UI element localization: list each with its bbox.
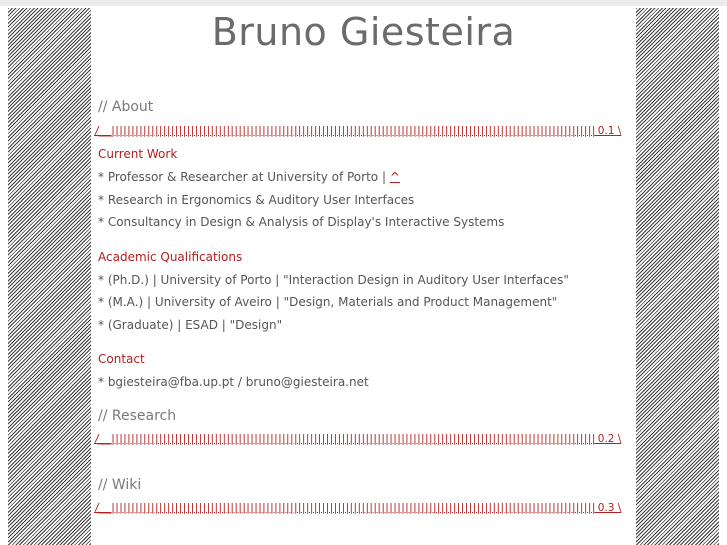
current-work-heading: Current Work <box>98 147 178 161</box>
site-title: Bruno Giesteira <box>211 10 516 54</box>
academic-item-2: * (M.A.) | University of Aveiro | "Design, Materials and Product Management" <box>98 295 558 309</box>
left-striped-border <box>8 8 91 545</box>
back-to-top-link[interactable]: ^ <box>389 170 400 184</box>
section-heading-about: // About <box>98 99 154 115</box>
current-work-item-3: * Consultancy in Design & Analysis of Display's Interactive Systems <box>98 215 505 229</box>
section-heading-research: // Research <box>98 408 177 424</box>
divider-wiki-link[interactable]: /___|||||||||||||||||||||||||||||||||||||||||||||||||||||||||||||||||||||||||||||||||||||||||||||||||||||||||||||||||||||||||| 0.3 \ <box>94 502 622 514</box>
contact-email: * bgiesteira@fba.up.pt / bruno@giesteira.net <box>98 375 369 389</box>
academic-item-1: * (Ph.D.) | University of Porto | "Interaction Design in Auditory User Interfaces" <box>98 273 569 287</box>
section-heading-wiki: // Wiki <box>98 477 142 493</box>
academic-item-3: * (Graduate) | ESAD | "Design" <box>98 318 283 332</box>
divider-research-link[interactable]: /___|||||||||||||||||||||||||||||||||||||||||||||||||||||||||||||||||||||||||||||||||||||||||||||||||||||||||||||||||||||||||| 0.2 \ <box>94 433 622 445</box>
current-work-item-2: * Research in Ergonomics & Auditory User Interfaces <box>98 193 415 207</box>
contact-heading: Contact <box>98 352 145 366</box>
academic-heading: Academic Qualifications <box>98 250 243 264</box>
divider-about-link[interactable]: /___|||||||||||||||||||||||||||||||||||||||||||||||||||||||||||||||||||||||||||||||||||||||||||||||||||||||||||||||||||||||||| 0.1 \ <box>94 125 622 137</box>
right-striped-border <box>636 8 719 545</box>
current-work-item-1: * Professor & Researcher at University of Porto | ^ <box>98 170 400 184</box>
main-content <box>91 6 636 545</box>
